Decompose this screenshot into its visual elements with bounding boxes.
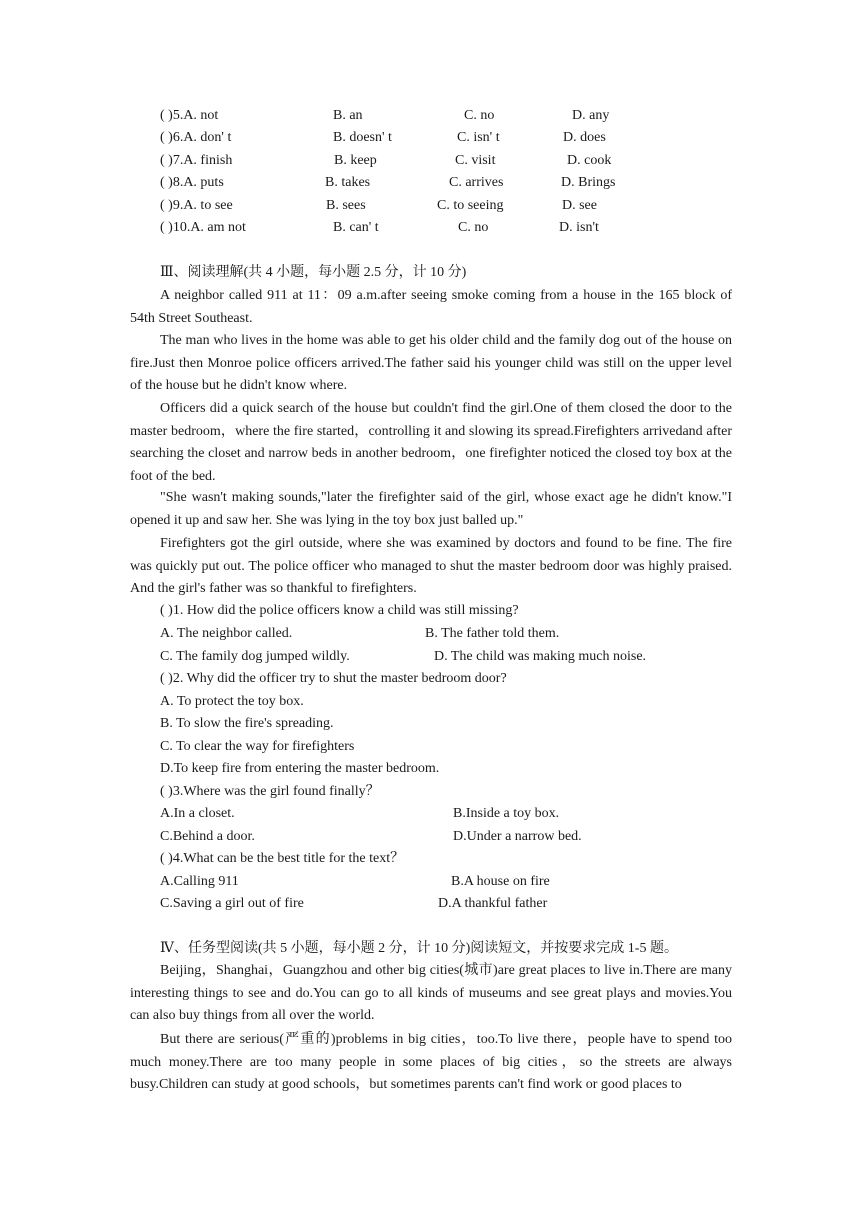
question-1-option-b: B. The father told them. — [425, 626, 560, 641]
question-4-option-b: B.A house on fire — [451, 874, 550, 889]
passage-1-paragraph-1: A neighbor called 911 at 11：09 a.m.after seeing smoke coming from a house in the 165 block of 54th Street Southeast. — [130, 288, 732, 326]
question-3-option-b: B.Inside a toy box. — [453, 806, 560, 821]
question-2-stem: ( )2. Why did the officer try to shut the master bedroom door? — [160, 671, 507, 686]
cloze-row-6-option-d: D. does — [563, 130, 606, 145]
cloze-row-7-option-b: B. keep — [334, 153, 377, 168]
cloze-row-10-question: ( )10.A. am not — [160, 220, 246, 235]
cloze-row-9-option-b: B. sees — [326, 198, 366, 213]
passage-2-paragraph-2: But there are serious(严重的)problems in big cities，too.To live there，people have to spend too much money.There are too many people in some places of big cities，so the streets are always busy.Children can study at good schools，but sometimes parents can't find work or good places to — [130, 1032, 732, 1092]
cloze-row-6-question: ( )6.A. don' t — [160, 130, 232, 145]
cloze-row-8-option-d: D. Brings — [561, 175, 616, 190]
passage-1-paragraph-5: Firefighters got the girl outside, where she was examined by doctors and found to be fine. The fire was quickly put out. The police officer who managed to shut the master bedroom door was highly praised. And the girl's father was so thankful to firefighters. — [130, 536, 732, 596]
question-4-option-c: C.Saving a girl out of fire — [160, 896, 304, 911]
cloze-row-5-option-c: C. no — [464, 108, 495, 123]
cloze-row-10-option-b: B. can' t — [333, 220, 379, 235]
question-4-option-d: D.A thankful father — [438, 896, 548, 911]
question-4-option-a: A.Calling 911 — [160, 874, 239, 889]
cloze-row-8-option-b: B. takes — [325, 175, 371, 190]
cloze-row-6-option-b: B. doesn' t — [333, 130, 392, 145]
section-4-heading: Ⅳ、任务型阅读(共 5 小题，每小题 2 分，计 10 分)阅读短文，并按要求完成 1-5 题。 — [160, 941, 678, 956]
cloze-row-8-option-c: C. arrives — [449, 175, 504, 190]
question-2-option-d: D.To keep fire from entering the master bedroom. — [160, 761, 440, 776]
passage-1-paragraph-3: Officers did a quick search of the house but couldn't find the girl.One of them closed the door to the master bedroom，where the fire started，controlling it and slowing its spread.Firefighters arrivedand after searching the closet and narrow beds in another bedroom，one firefighter noticed the closed toy box at the foot of the bed. — [130, 401, 732, 484]
question-1-option-d: D. The child was making much noise. — [434, 649, 647, 664]
question-2-option-c: C. To clear the way for firefighters — [160, 739, 355, 754]
cloze-row-6-option-c: C. isn' t — [457, 130, 500, 145]
question-1-stem: ( )1. How did the police officers know a child was still missing? — [160, 603, 519, 618]
passage-1-paragraph-4: "She wasn't making sounds,"later the firefighter said of the girl, whose exact age he didn't know."I opened it up and saw her. She was lying in the toy box just balled up." — [130, 490, 732, 528]
cloze-row-10-option-d: D. isn't — [559, 220, 599, 235]
cloze-row-5-option-d: D. any — [572, 108, 610, 123]
cloze-row-5-option-b: B. an — [333, 108, 363, 123]
cloze-row-7-option-c: C. visit — [455, 153, 496, 168]
cloze-row-9-option-d: D. see — [562, 198, 597, 213]
question-4-stem: ( )4.What can be the best title for the text？ — [160, 851, 405, 866]
passage-2-paragraph-1: Beijing，Shanghai，Guangzhou and other big cities(城市)are great places to live in.There are many interesting things to see and do.You can go to all kinds of museums and see great plays and movies.You can also buy things from all over the world. — [130, 963, 732, 1023]
section-3-heading: Ⅲ、阅读理解(共 4 小题，每小题 2.5 分，计 10 分) — [160, 265, 467, 280]
cloze-row-5-question: ( )5.A. not — [160, 108, 219, 123]
question-2-option-a: A. To protect the toy box. — [160, 694, 304, 709]
passage-1-paragraph-2: The man who lives in the home was able to get his older child and the family dog out of the house on fire.Just then Monroe police officers arrived.The father said his younger child was still on the upper level of the house but he didn't know where. — [130, 333, 732, 393]
question-1-option-c: C. The family dog jumped wildly. — [160, 649, 350, 664]
question-1-option-a: A. The neighbor called. — [160, 626, 293, 641]
question-3-stem: ( )3.Where was the girl found finally？ — [160, 784, 380, 799]
cloze-row-10-option-c: C. no — [458, 220, 489, 235]
cloze-row-7-question: ( )7.A. finish — [160, 153, 233, 168]
question-3-option-d: D.Under a narrow bed. — [453, 829, 582, 844]
cloze-row-7-option-d: D. cook — [567, 153, 612, 168]
question-3-option-a: A.In a closet. — [160, 806, 235, 821]
cloze-row-9-question: ( )9.A. to see — [160, 198, 233, 213]
cloze-row-9-option-c: C. to seeing — [437, 198, 504, 213]
cloze-row-8-question: ( )8.A. puts — [160, 175, 224, 190]
question-2-option-b: B. To slow the fire's spreading. — [160, 716, 334, 731]
question-3-option-c: C.Behind a door. — [160, 829, 255, 844]
